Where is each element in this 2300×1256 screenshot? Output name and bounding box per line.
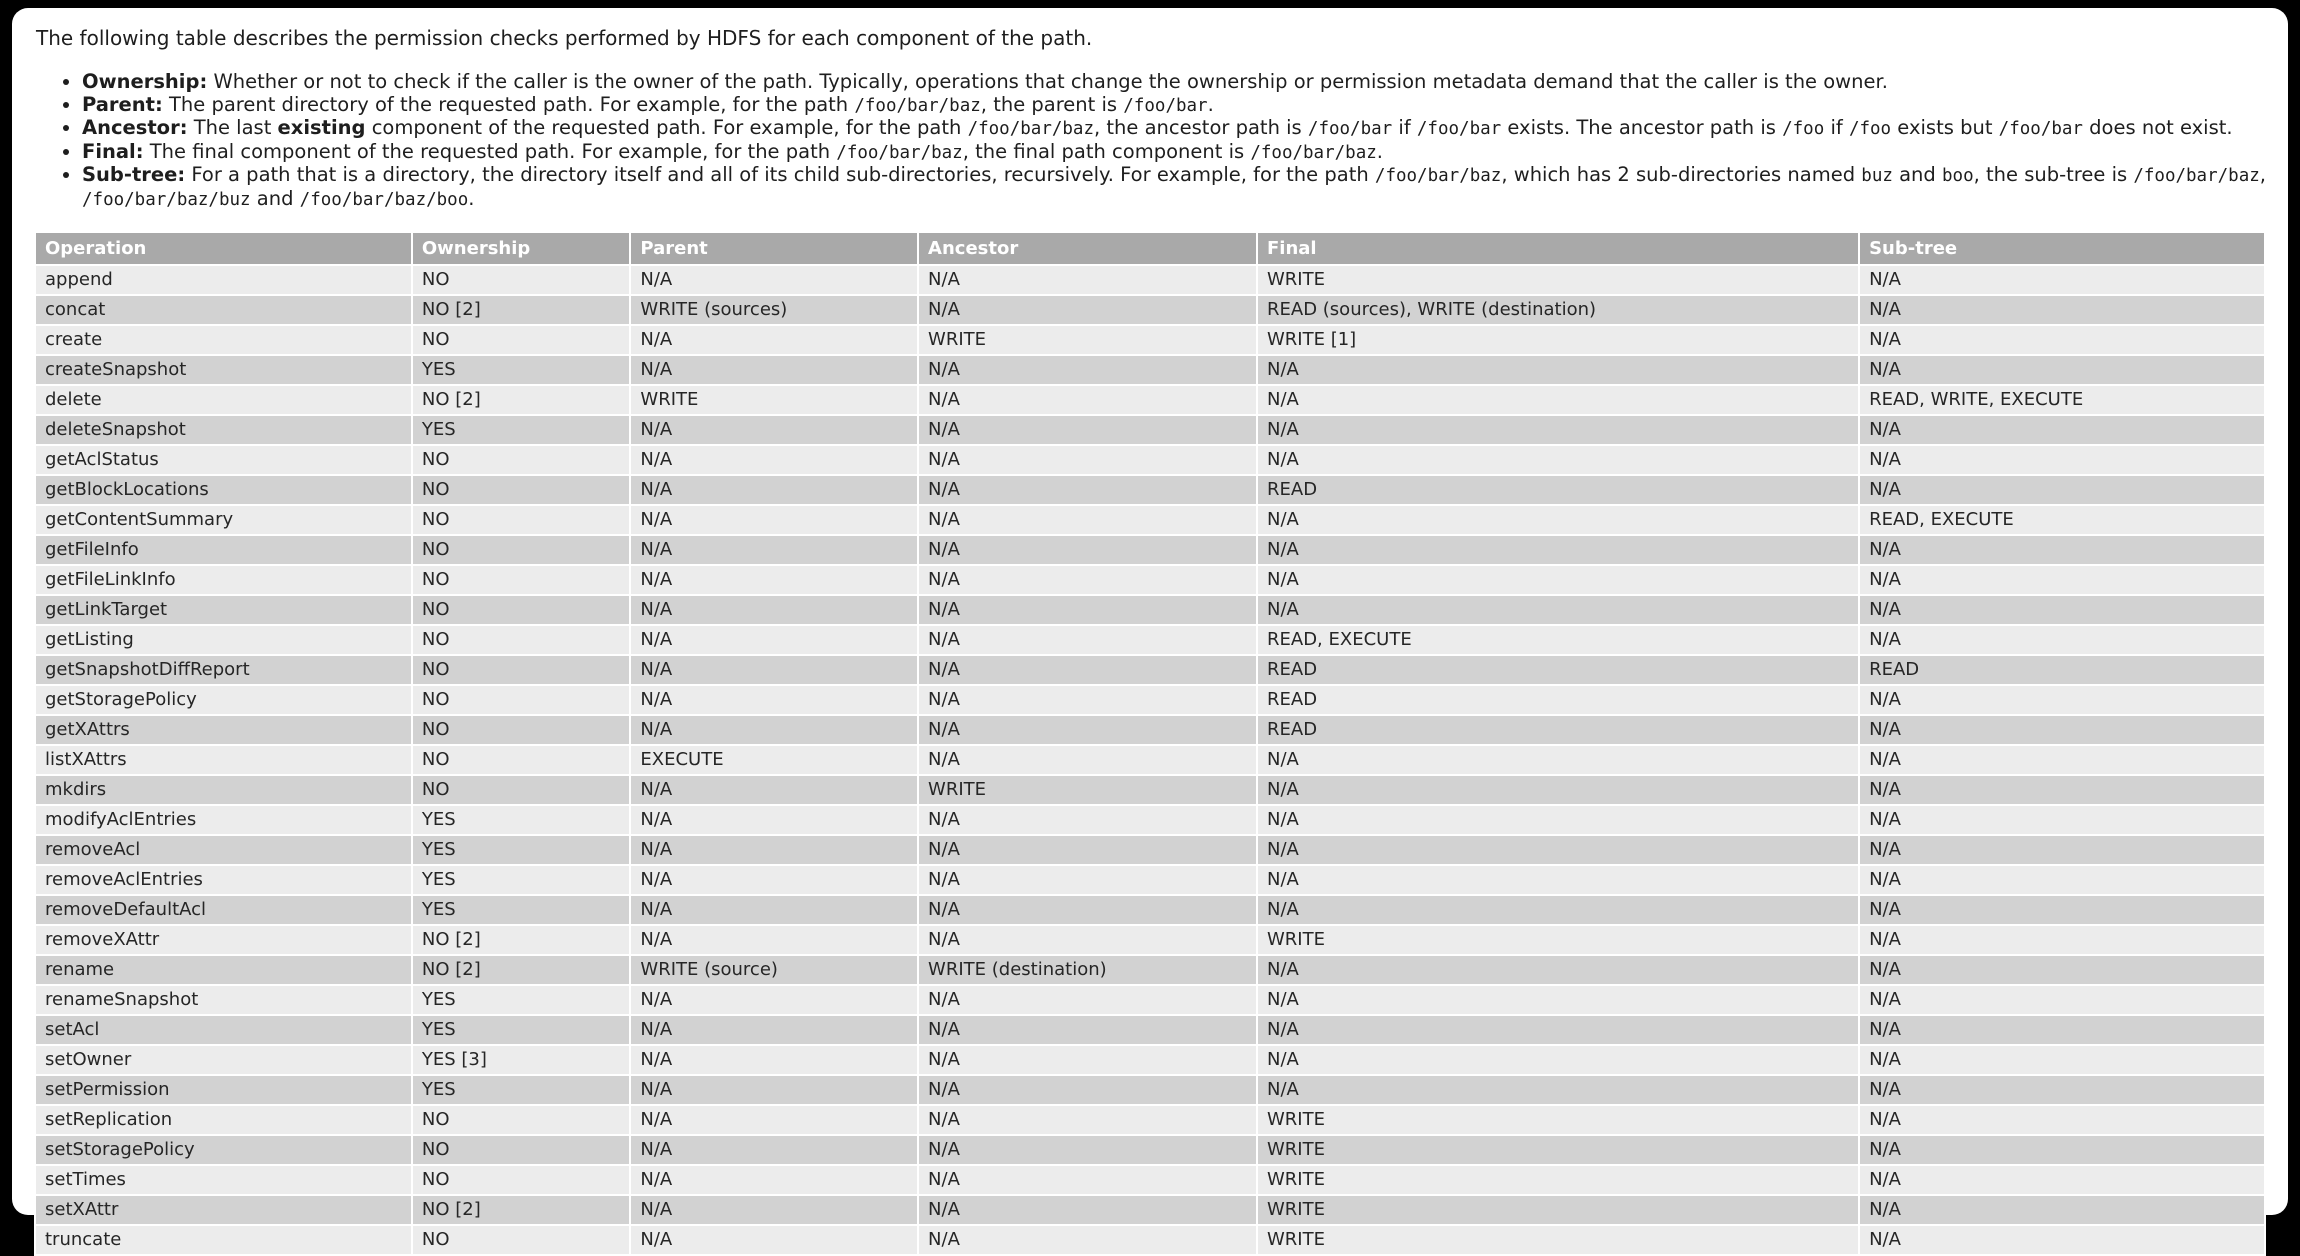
table-cell: N/A bbox=[630, 1165, 918, 1195]
table-cell: N/A bbox=[630, 625, 918, 655]
table-cell: NO [2] bbox=[412, 295, 631, 325]
table-cell: N/A bbox=[1257, 565, 1859, 595]
table-cell: WRITE bbox=[1257, 265, 1859, 295]
column-header-sub-tree: Sub-tree bbox=[1859, 232, 2265, 265]
table-cell: NO bbox=[412, 535, 631, 565]
table-cell: WRITE bbox=[1257, 1165, 1859, 1195]
definition-item-sub-tree: • Sub-tree: For a path that is a directory, the directory itself and all of its child sub-directories, recursively. For example, for the path /foo/bar/baz, which has 2 sub-directories named buz and boo, the sub-tree is /foo/bar/baz, /foo/bar/baz/buz and /foo/bar/baz/boo. bbox=[82, 164, 2266, 211]
table-cell: N/A bbox=[630, 835, 918, 865]
table-cell: WRITE bbox=[630, 385, 918, 415]
table-cell: N/A bbox=[1859, 325, 2265, 355]
table-cell: N/A bbox=[918, 1015, 1257, 1045]
table-cell: N/A bbox=[918, 715, 1257, 745]
table-row bbox=[35, 865, 2265, 895]
table-row bbox=[35, 535, 2265, 565]
table-cell: N/A bbox=[630, 325, 918, 355]
table-cell: NO [2] bbox=[412, 955, 631, 985]
table-cell: N/A bbox=[1859, 685, 2265, 715]
operation-cell: removeAclEntries bbox=[35, 865, 412, 895]
table-cell: EXECUTE bbox=[630, 745, 918, 775]
table-cell: NO bbox=[412, 1105, 631, 1135]
table-cell: N/A bbox=[1257, 595, 1859, 625]
operation-cell: getContentSummary bbox=[35, 505, 412, 535]
table-cell: N/A bbox=[918, 685, 1257, 715]
table-cell: N/A bbox=[918, 745, 1257, 775]
table-cell: N/A bbox=[918, 1165, 1257, 1195]
column-header-final: Final bbox=[1257, 232, 1859, 265]
table-cell: WRITE bbox=[1257, 1195, 1859, 1225]
definitions-list bbox=[34, 71, 2266, 211]
table-cell: N/A bbox=[1859, 745, 2265, 775]
table-cell: NO bbox=[412, 565, 631, 595]
table-row bbox=[35, 295, 2265, 325]
table-cell: N/A bbox=[630, 925, 918, 955]
table-cell: N/A bbox=[918, 865, 1257, 895]
table-cell: N/A bbox=[1257, 745, 1859, 775]
table-cell: NO bbox=[412, 685, 631, 715]
operation-cell: delete bbox=[35, 385, 412, 415]
table-cell: N/A bbox=[1257, 1015, 1859, 1045]
intro-paragraph: The following table describes the permission checks performed by HDFS for each component of the path. bbox=[36, 26, 1093, 50]
operation-cell: removeXAttr bbox=[35, 925, 412, 955]
definition-item-final: • Final: The final component of the requested path. For example, for the path /foo/bar/baz, the final path component is /foo/bar/baz. bbox=[82, 141, 2266, 165]
table-cell: N/A bbox=[630, 475, 918, 505]
table-row bbox=[35, 1075, 2265, 1105]
operation-cell: getBlockLocations bbox=[35, 475, 412, 505]
operation-cell: removeDefaultAcl bbox=[35, 895, 412, 925]
operation-cell: getLinkTarget bbox=[35, 595, 412, 625]
table-cell: N/A bbox=[630, 1225, 918, 1255]
definition-item-ancestor: • Ancestor: The last existing component of the requested path. For example, for the path /foo/bar/baz, the ancestor path is /foo/bar if /foo/bar exists. The ancestor path is /foo if /foo exists but /foo/bar does not exist. bbox=[82, 117, 2266, 141]
table-cell: YES bbox=[412, 415, 631, 445]
table-cell: N/A bbox=[630, 1135, 918, 1165]
table-cell: NO bbox=[412, 445, 631, 475]
table-cell: N/A bbox=[630, 895, 918, 925]
table-cell: N/A bbox=[1257, 415, 1859, 445]
operation-cell: setPermission bbox=[35, 1075, 412, 1105]
table-cell: READ, EXECUTE bbox=[1257, 625, 1859, 655]
table-row bbox=[35, 1135, 2265, 1165]
table-cell: N/A bbox=[1859, 565, 2265, 595]
table-cell: N/A bbox=[630, 535, 918, 565]
table-cell: N/A bbox=[918, 655, 1257, 685]
table-cell: NO [2] bbox=[412, 925, 631, 955]
table-cell: N/A bbox=[918, 925, 1257, 955]
table-row bbox=[35, 655, 2265, 685]
table-cell: YES bbox=[412, 355, 631, 385]
table-row bbox=[35, 1105, 2265, 1135]
table-cell: YES bbox=[412, 985, 631, 1015]
table-cell: N/A bbox=[918, 1075, 1257, 1105]
definition-item-parent: • Parent: The parent directory of the requested path. For example, for the path /foo/bar/baz, the parent is /foo/bar. bbox=[82, 94, 2266, 118]
table-row bbox=[35, 745, 2265, 775]
table-cell: N/A bbox=[630, 355, 918, 385]
table-header bbox=[35, 232, 2265, 265]
table-cell: NO bbox=[412, 505, 631, 535]
table-cell: N/A bbox=[630, 715, 918, 745]
column-header-parent: Parent bbox=[630, 232, 918, 265]
table-cell: N/A bbox=[1859, 1225, 2265, 1255]
operation-cell: getFileInfo bbox=[35, 535, 412, 565]
table-cell: N/A bbox=[918, 385, 1257, 415]
table-cell: NO bbox=[412, 715, 631, 745]
table-cell: N/A bbox=[918, 265, 1257, 295]
table-cell: NO bbox=[412, 775, 631, 805]
table-cell: N/A bbox=[1257, 835, 1859, 865]
table-row bbox=[35, 1015, 2265, 1045]
table-cell: N/A bbox=[630, 565, 918, 595]
operation-cell: getListing bbox=[35, 625, 412, 655]
table-row bbox=[35, 835, 2265, 865]
table-row bbox=[35, 415, 2265, 445]
permission-checks-table bbox=[34, 231, 2266, 1256]
table-cell: YES bbox=[412, 865, 631, 895]
table-cell: N/A bbox=[1257, 775, 1859, 805]
operation-cell: renameSnapshot bbox=[35, 985, 412, 1015]
table-row bbox=[35, 715, 2265, 745]
table-cell: NO [2] bbox=[412, 1195, 631, 1225]
operation-cell: create bbox=[35, 325, 412, 355]
column-header-operation: Operation bbox=[35, 232, 412, 265]
table-cell: YES bbox=[412, 835, 631, 865]
table-row bbox=[35, 595, 2265, 625]
table-cell: WRITE bbox=[918, 325, 1257, 355]
table-cell: YES bbox=[412, 895, 631, 925]
table-cell: N/A bbox=[1859, 895, 2265, 925]
table-cell: N/A bbox=[1859, 1135, 2265, 1165]
table-cell: NO [2] bbox=[412, 385, 631, 415]
table-row bbox=[35, 955, 2265, 985]
table-cell: N/A bbox=[918, 625, 1257, 655]
table-cell: N/A bbox=[1859, 775, 2265, 805]
table-cell: N/A bbox=[918, 1135, 1257, 1165]
operation-cell: setAcl bbox=[35, 1015, 412, 1045]
table-cell: N/A bbox=[918, 805, 1257, 835]
table-cell: N/A bbox=[630, 865, 918, 895]
table-row bbox=[35, 445, 2265, 475]
table-cell: N/A bbox=[1257, 535, 1859, 565]
table-cell: N/A bbox=[1859, 985, 2265, 1015]
table-cell: WRITE bbox=[1257, 1105, 1859, 1135]
table-cell: N/A bbox=[630, 1015, 918, 1045]
operation-cell: getSnapshotDiffReport bbox=[35, 655, 412, 685]
table-row bbox=[35, 895, 2265, 925]
table-cell: N/A bbox=[1257, 1045, 1859, 1075]
column-header-ownership: Ownership bbox=[412, 232, 631, 265]
table-cell: N/A bbox=[918, 1225, 1257, 1255]
table-cell: WRITE bbox=[1257, 925, 1859, 955]
operation-cell: truncate bbox=[35, 1225, 412, 1255]
operation-cell: concat bbox=[35, 295, 412, 325]
table-cell: N/A bbox=[1859, 475, 2265, 505]
table-cell: N/A bbox=[1859, 925, 2265, 955]
operation-cell: setXAttr bbox=[35, 1195, 412, 1225]
table-cell: N/A bbox=[630, 415, 918, 445]
table-cell: N/A bbox=[1859, 625, 2265, 655]
table-cell: NO bbox=[412, 325, 631, 355]
table-cell: READ bbox=[1257, 715, 1859, 745]
table-row bbox=[35, 805, 2265, 835]
operation-cell: setTimes bbox=[35, 1165, 412, 1195]
operation-cell: setReplication bbox=[35, 1105, 412, 1135]
table-cell: N/A bbox=[1257, 805, 1859, 835]
table-cell: N/A bbox=[1257, 505, 1859, 535]
table-cell: N/A bbox=[630, 265, 918, 295]
table-row bbox=[35, 985, 2265, 1015]
table-cell: N/A bbox=[918, 565, 1257, 595]
table-cell: N/A bbox=[918, 535, 1257, 565]
table-row bbox=[35, 355, 2265, 385]
table-cell: N/A bbox=[1257, 445, 1859, 475]
table-row bbox=[35, 1045, 2265, 1075]
table-cell: NO bbox=[412, 1165, 631, 1195]
table-row bbox=[35, 685, 2265, 715]
table-cell: READ, WRITE, EXECUTE bbox=[1859, 385, 2265, 415]
table-cell: N/A bbox=[1859, 865, 2265, 895]
table-cell: N/A bbox=[1257, 895, 1859, 925]
table-cell: N/A bbox=[630, 1105, 918, 1135]
table-cell: WRITE (destination) bbox=[918, 955, 1257, 985]
table-cell: WRITE bbox=[1257, 1135, 1859, 1165]
table-row bbox=[35, 385, 2265, 415]
table-cell: N/A bbox=[1859, 1045, 2265, 1075]
table-cell: NO bbox=[412, 745, 631, 775]
table-cell: WRITE bbox=[1257, 1225, 1859, 1255]
table-cell: N/A bbox=[1859, 445, 2265, 475]
table-row bbox=[35, 565, 2265, 595]
table-cell: N/A bbox=[630, 1075, 918, 1105]
table-cell: N/A bbox=[630, 775, 918, 805]
table-row bbox=[35, 505, 2265, 535]
table-cell: WRITE (sources) bbox=[630, 295, 918, 325]
table-cell: N/A bbox=[918, 1045, 1257, 1075]
table-row bbox=[35, 1195, 2265, 1225]
table-cell: N/A bbox=[630, 595, 918, 625]
table-cell: N/A bbox=[1257, 955, 1859, 985]
table-cell: N/A bbox=[630, 445, 918, 475]
operation-cell: rename bbox=[35, 955, 412, 985]
table-cell: N/A bbox=[1257, 985, 1859, 1015]
table-cell: N/A bbox=[630, 805, 918, 835]
table-cell: READ bbox=[1257, 475, 1859, 505]
table-cell: WRITE (source) bbox=[630, 955, 918, 985]
operation-cell: getAclStatus bbox=[35, 445, 412, 475]
table-cell: N/A bbox=[1859, 1105, 2265, 1135]
table-cell: NO bbox=[412, 655, 631, 685]
table-cell: N/A bbox=[1859, 595, 2265, 625]
table-cell: N/A bbox=[918, 355, 1257, 385]
operation-cell: mkdirs bbox=[35, 775, 412, 805]
table-cell: NO bbox=[412, 475, 631, 505]
table-cell: READ (sources), WRITE (destination) bbox=[1257, 295, 1859, 325]
column-header-ancestor: Ancestor bbox=[918, 232, 1257, 265]
table-row bbox=[35, 1225, 2265, 1255]
table-cell: N/A bbox=[1859, 805, 2265, 835]
table-cell: N/A bbox=[1859, 415, 2265, 445]
table-cell: N/A bbox=[1859, 295, 2265, 325]
table-cell: N/A bbox=[630, 505, 918, 535]
table-row bbox=[35, 325, 2265, 355]
table-cell: N/A bbox=[918, 985, 1257, 1015]
table-cell: N/A bbox=[918, 1195, 1257, 1225]
table-cell: N/A bbox=[1859, 1165, 2265, 1195]
operation-cell: setOwner bbox=[35, 1045, 412, 1075]
table-cell: READ bbox=[1859, 655, 2265, 685]
table-cell: NO bbox=[412, 265, 631, 295]
table-cell: N/A bbox=[630, 655, 918, 685]
table-row bbox=[35, 775, 2265, 805]
operation-cell: getFileLinkInfo bbox=[35, 565, 412, 595]
table-cell: N/A bbox=[918, 1105, 1257, 1135]
operation-cell: append bbox=[35, 265, 412, 295]
table-row bbox=[35, 1165, 2265, 1195]
table-cell: N/A bbox=[1859, 265, 2265, 295]
table-cell: N/A bbox=[1257, 355, 1859, 385]
operation-cell: getXAttrs bbox=[35, 715, 412, 745]
operation-cell: deleteSnapshot bbox=[35, 415, 412, 445]
table-cell: N/A bbox=[630, 1045, 918, 1075]
table-cell: N/A bbox=[918, 505, 1257, 535]
operation-cell: removeAcl bbox=[35, 835, 412, 865]
table-header-row bbox=[35, 232, 2265, 265]
table-cell: NO bbox=[412, 595, 631, 625]
table-row bbox=[35, 265, 2265, 295]
table-cell: READ bbox=[1257, 655, 1859, 685]
table-cell: NO bbox=[412, 1225, 631, 1255]
table-cell: N/A bbox=[918, 415, 1257, 445]
operation-cell: getStoragePolicy bbox=[35, 685, 412, 715]
table-cell: YES bbox=[412, 805, 631, 835]
table-cell: N/A bbox=[630, 685, 918, 715]
table-cell: N/A bbox=[630, 985, 918, 1015]
table-cell: N/A bbox=[918, 295, 1257, 325]
table-row bbox=[35, 475, 2265, 505]
table-cell: YES bbox=[412, 1015, 631, 1045]
table-cell: N/A bbox=[630, 1195, 918, 1225]
table-cell: N/A bbox=[1859, 835, 2265, 865]
table-cell: READ bbox=[1257, 685, 1859, 715]
table-cell: NO bbox=[412, 625, 631, 655]
operation-cell: createSnapshot bbox=[35, 355, 412, 385]
table-cell: N/A bbox=[1859, 955, 2265, 985]
table-cell: N/A bbox=[1257, 385, 1859, 415]
table-cell: WRITE bbox=[918, 775, 1257, 805]
table-cell: N/A bbox=[1859, 715, 2265, 745]
table-cell: N/A bbox=[1859, 1015, 2265, 1045]
operation-cell: setStoragePolicy bbox=[35, 1135, 412, 1165]
content-card bbox=[12, 8, 2288, 1250]
definition-item-ownership: • Ownership: Whether or not to check if the caller is the owner of the path. Typically, operations that change the ownership or permission metadata demand that the caller is the owner. bbox=[82, 71, 2266, 94]
table-cell: N/A bbox=[1859, 1075, 2265, 1105]
table-row bbox=[35, 625, 2265, 655]
table-cell: N/A bbox=[1257, 1075, 1859, 1105]
table-row bbox=[35, 925, 2265, 955]
table-body bbox=[35, 265, 2265, 1255]
table-cell: N/A bbox=[1859, 1195, 2265, 1225]
table-cell: N/A bbox=[1257, 865, 1859, 895]
table-cell: N/A bbox=[918, 475, 1257, 505]
operation-cell: modifyAclEntries bbox=[35, 805, 412, 835]
table-cell: YES [3] bbox=[412, 1045, 631, 1075]
table-cell: N/A bbox=[918, 895, 1257, 925]
table-cell: N/A bbox=[918, 445, 1257, 475]
table-cell: READ, EXECUTE bbox=[1859, 505, 2265, 535]
table-cell: WRITE [1] bbox=[1257, 325, 1859, 355]
table-cell: NO bbox=[412, 1135, 631, 1165]
table-cell: N/A bbox=[918, 835, 1257, 865]
table-cell: N/A bbox=[1859, 355, 2265, 385]
operation-cell: listXAttrs bbox=[35, 745, 412, 775]
table-cell: N/A bbox=[1859, 535, 2265, 565]
table-cell: YES bbox=[412, 1075, 631, 1105]
table-cell: N/A bbox=[918, 595, 1257, 625]
